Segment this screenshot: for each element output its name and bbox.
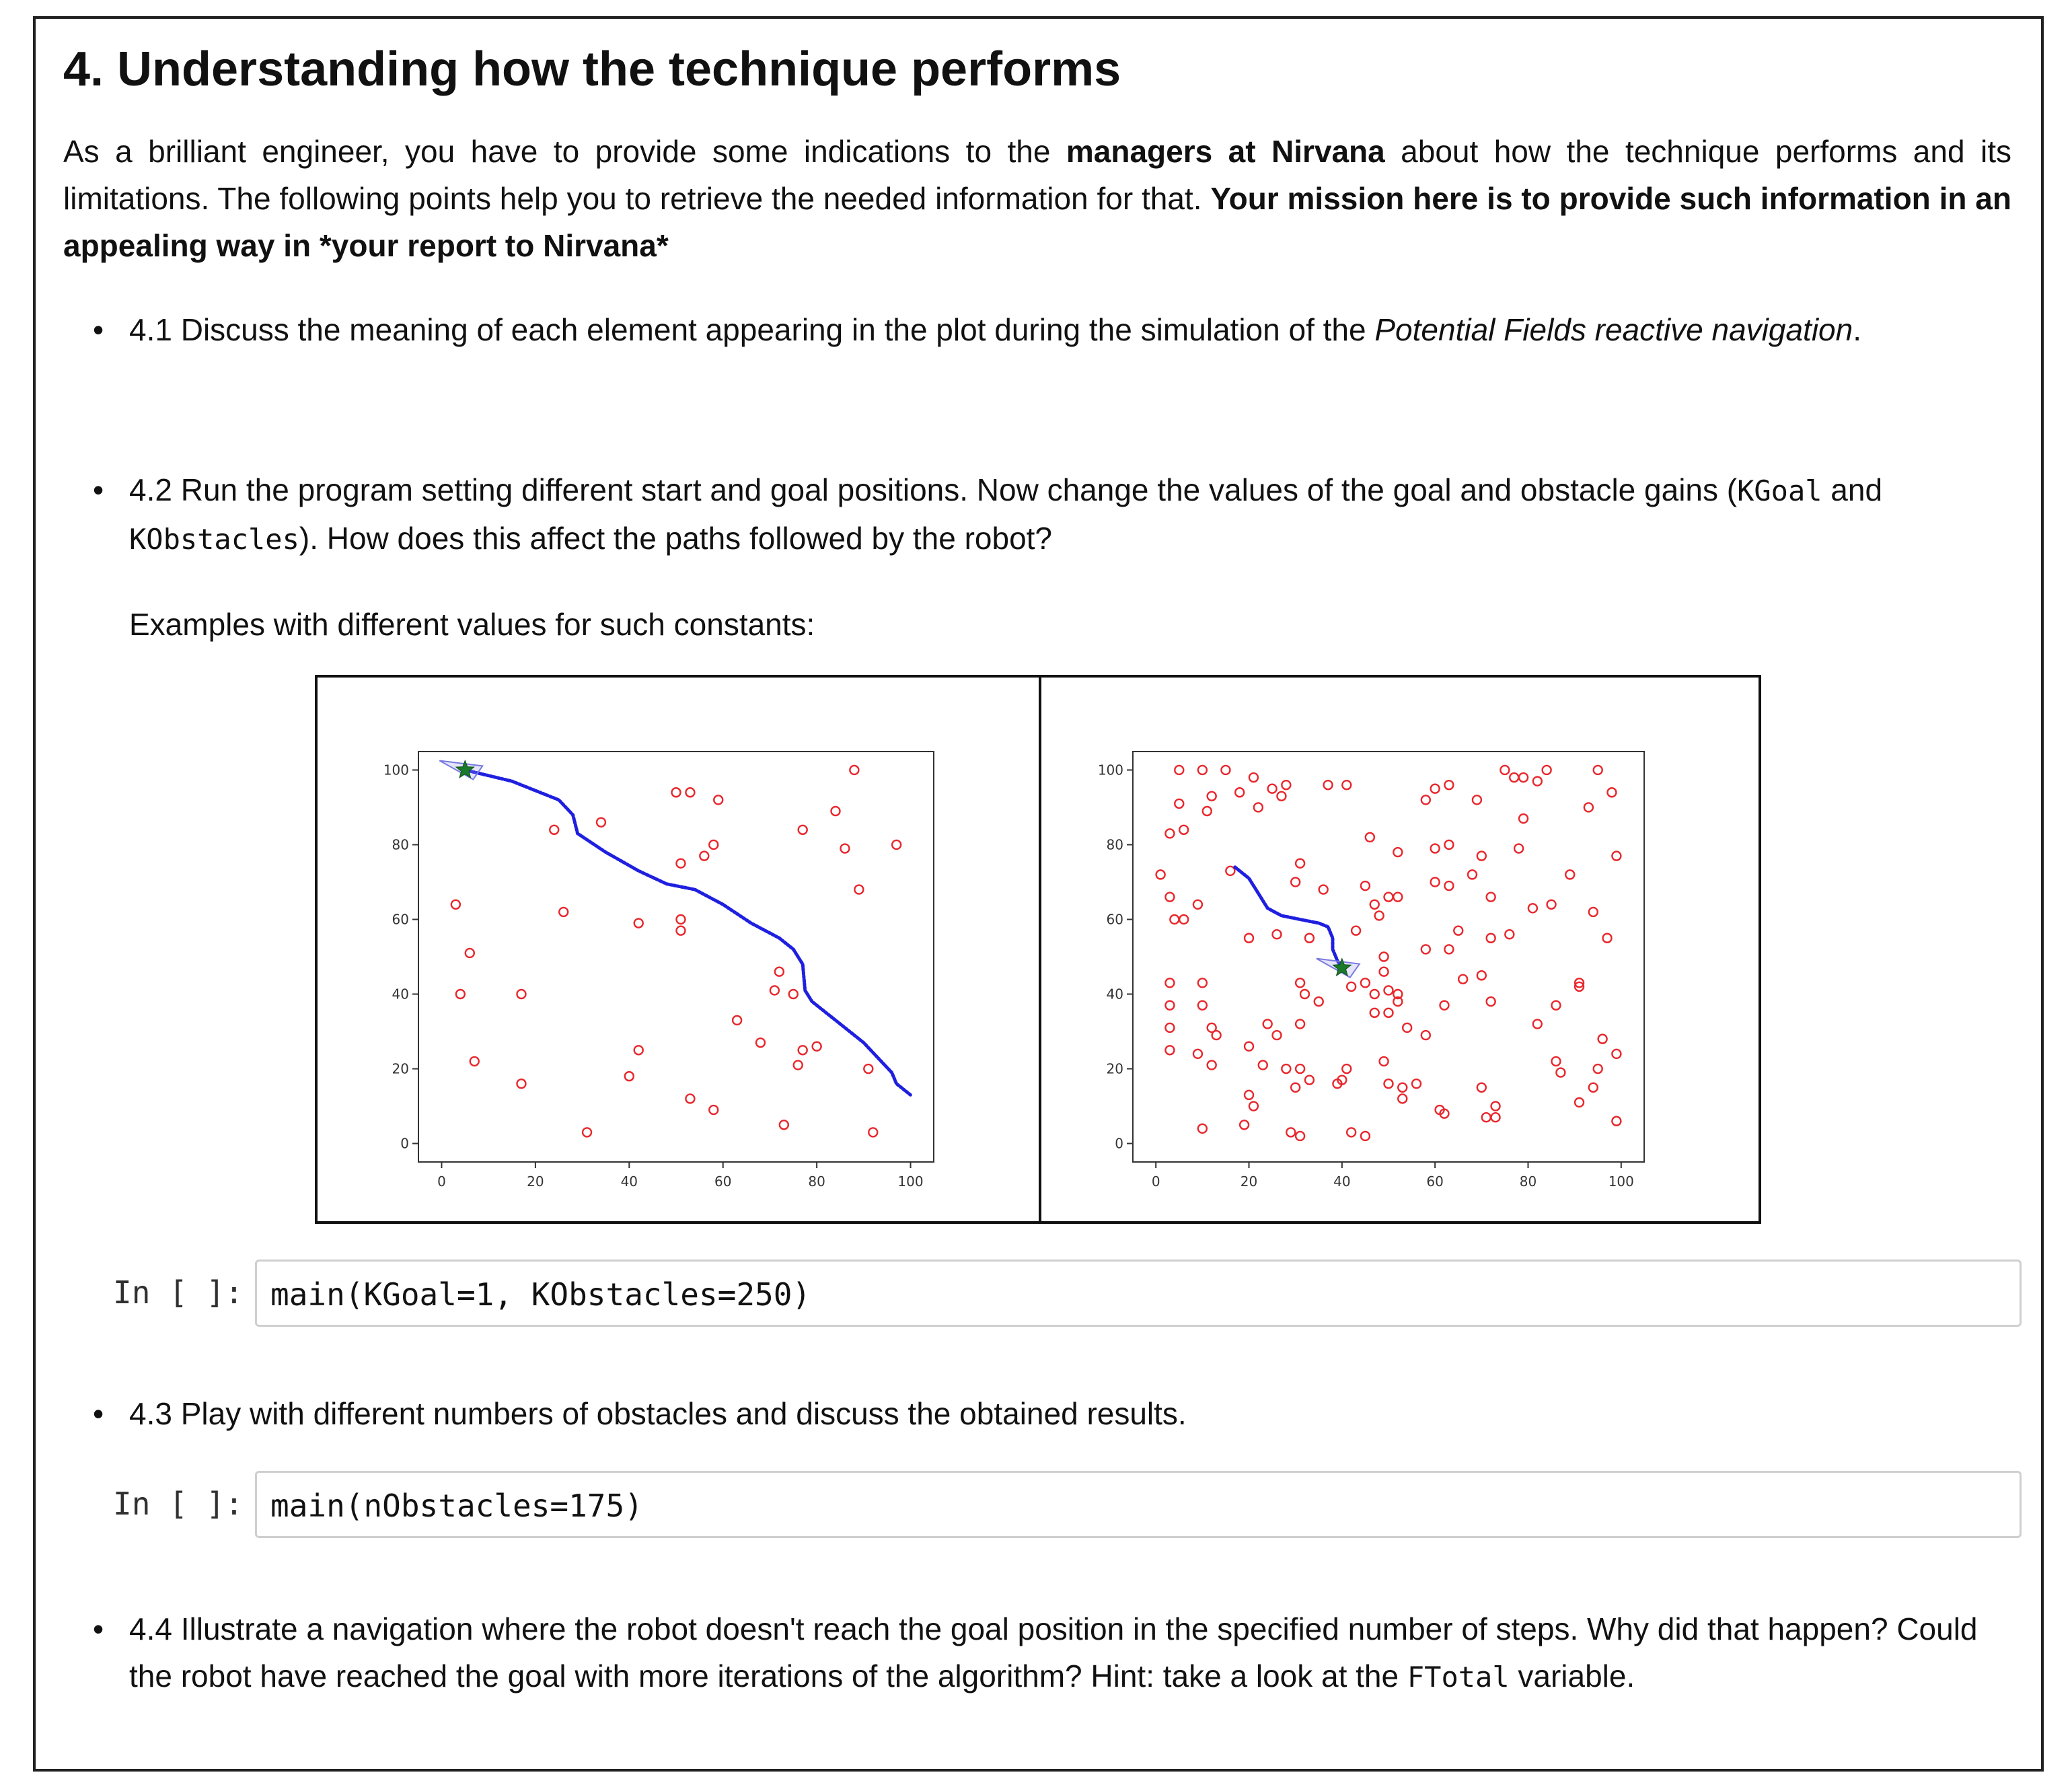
examples-figure	[315, 675, 1761, 1224]
x-tick-label: 100	[897, 1173, 924, 1190]
figure-divider	[1039, 678, 1041, 1221]
intro-text-1: As a brilliant engineer, you have to provide some indications to the	[63, 134, 1066, 169]
ftotal-code: FTotal	[1407, 1661, 1510, 1693]
y-tick-label: 20	[1106, 1060, 1123, 1077]
y-tick-label: 80	[392, 836, 409, 853]
code-input-kgoal[interactable]: main(KGoal=1, KObstacles=250)	[255, 1260, 2022, 1327]
intro-paragraph	[63, 128, 2011, 269]
kgoal-code: KGoal	[1737, 474, 1822, 507]
bullet-marker: •	[93, 312, 104, 347]
code-input-nobstacles[interactable]: main(nObstacles=175)	[255, 1471, 2022, 1538]
x-tick-label: 40	[620, 1173, 638, 1190]
examples-figure-svg	[318, 678, 1759, 1221]
x-tick-label: 80	[808, 1173, 825, 1190]
code-cell-nobstacles	[113, 1471, 2024, 1538]
y-tick-label: 40	[392, 986, 409, 1003]
bullet-4-4-text-1: 4.4 Illustrate a navigation where the robot doesn't reach the goal position in the specified number of steps. Why did that happen? Could the robot have reached the goal with more iterations of the algorithm? Hint: take a look at the	[129, 1611, 1978, 1693]
bullet-4-1-emphasis: Potential Fields reactive navigation	[1374, 312, 1853, 347]
bullet-4-1-end: .	[1853, 312, 1861, 347]
bullet-4-3-text: 4.3 Play with different numbers of obstacles and discuss the obtained results.	[129, 1396, 1187, 1431]
code-cell-kgoal	[113, 1260, 2024, 1327]
x-tick-label: 60	[714, 1173, 732, 1190]
cell-prompt: In [ ]:	[113, 1274, 244, 1311]
y-tick-label: 20	[392, 1060, 409, 1077]
bullet-4-2-text-1: 4.2 Run the program setting different start and goal positions. Now change the values of the goal and obstacle gains (	[129, 472, 1738, 507]
x-tick-label: 100	[1608, 1173, 1634, 1190]
plot-1-axes	[418, 752, 934, 1162]
y-tick-label: 80	[1106, 836, 1123, 853]
bullet-4-2	[93, 466, 1999, 563]
x-tick-label: 80	[1519, 1173, 1537, 1190]
cell-prompt: In [ ]:	[113, 1486, 244, 1522]
y-tick-label: 100	[1097, 762, 1123, 778]
bullet-marker: •	[93, 1396, 104, 1431]
kobstacles-code: KObstacles	[129, 523, 299, 556]
bullet-marker: •	[93, 1611, 104, 1646]
bullet-4-1	[93, 306, 1999, 353]
bullet-4-4-text-2: variable.	[1509, 1659, 1635, 1693]
intro-bold-2: Your mission here is to provide such information in an appealing way in *your report to Nirvana*	[63, 181, 2011, 263]
intro-text-2: about how the technique performs and its limitations. The following points help you to retrieve the needed information for that.	[63, 134, 2011, 216]
y-tick-label: 0	[400, 1135, 409, 1152]
section-title: 4. Understanding how the technique performs	[63, 42, 1121, 96]
bullet-4-1-text: 4.1 Discuss the meaning of each element appearing in the plot during the simulation of the	[129, 312, 1375, 347]
bullet-4-3	[93, 1390, 1999, 1437]
y-tick-label: 0	[1115, 1135, 1123, 1152]
bullet-4-2-text-3: ). How does this affect the paths followed by the robot?	[299, 521, 1053, 556]
bullet-marker: •	[93, 472, 104, 507]
y-tick-label: 40	[1106, 986, 1123, 1003]
y-tick-label: 60	[392, 911, 409, 928]
x-tick-label: 0	[1151, 1173, 1160, 1190]
examples-text: Examples with different values for such constants:	[129, 607, 815, 642]
x-tick-label: 20	[1240, 1173, 1258, 1190]
x-tick-label: 60	[1426, 1173, 1444, 1190]
x-tick-label: 20	[527, 1173, 544, 1190]
x-tick-label: 0	[437, 1173, 446, 1190]
bullet-4-2-text-2: and	[1822, 472, 1883, 507]
y-tick-label: 60	[1106, 911, 1123, 928]
y-tick-label: 100	[383, 762, 409, 778]
bullet-4-4	[93, 1605, 1999, 1701]
intro-bold-1: managers at Nirvana	[1066, 134, 1385, 169]
x-tick-label: 40	[1333, 1173, 1351, 1190]
